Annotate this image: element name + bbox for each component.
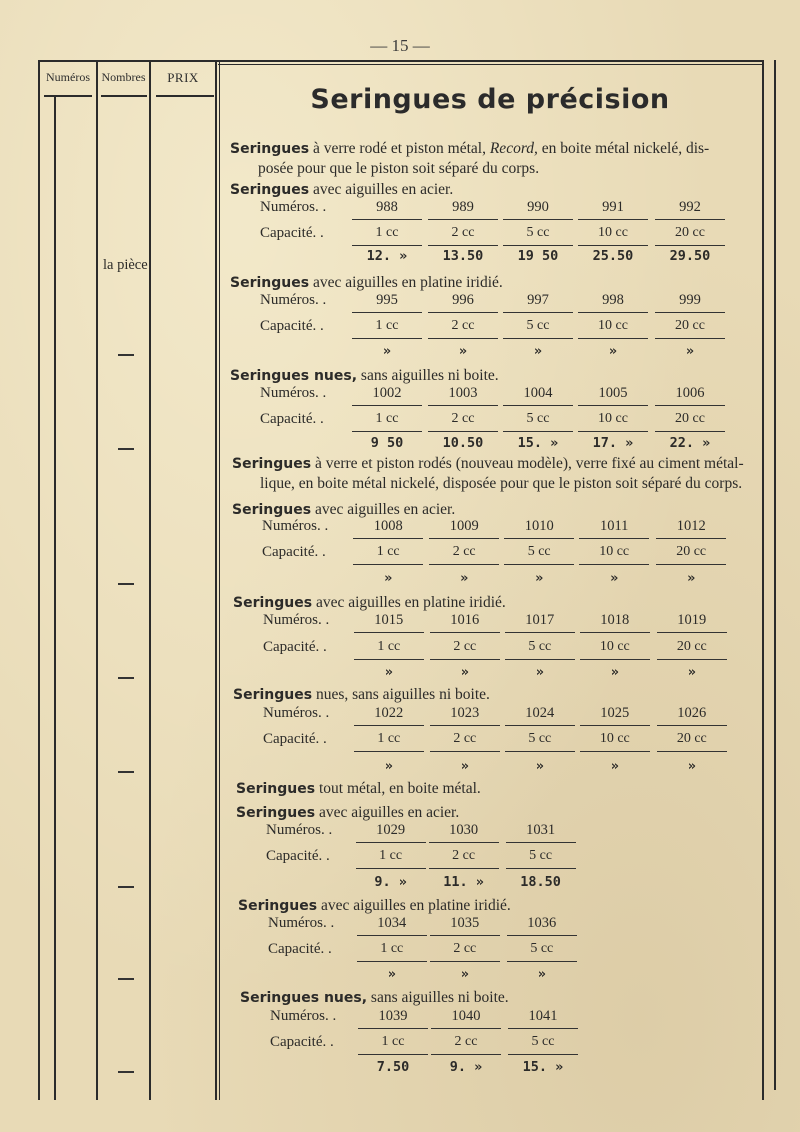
frame-col-divider-3b (219, 62, 220, 1100)
price-value: » (384, 570, 393, 586)
price-value: » (610, 664, 619, 680)
nombres-dash-mark (118, 583, 134, 585)
frame-col-divider-3 (215, 62, 217, 1100)
row-label-numeros: Numéros. . (266, 822, 333, 838)
heading-text: avec aiguilles en acier. (311, 501, 456, 518)
column-header-prix: PRIX (167, 70, 199, 85)
catalog-number: 991 (578, 197, 648, 220)
catalog-number: 1035 (430, 913, 500, 936)
catalog-number: 1019 (657, 610, 727, 633)
catalog-number: 1002 (352, 383, 422, 406)
paragraph-text: à verre et piston rodés (nouveau modèle), verre fixé au ciment métal- (311, 455, 744, 472)
row-label-numeros: Numéros. . (262, 518, 329, 534)
price-value: » (458, 343, 468, 359)
paragraph-text: tout métal, en boite métal. (315, 780, 481, 797)
paragraph-line (230, 140, 709, 158)
capacity-value: 1 cc (356, 846, 426, 869)
keyword: Seringues (233, 687, 313, 703)
paragraph-text: posée pour que le piston soit séparé du corps. (258, 160, 540, 177)
capacity-value: 1 cc (354, 637, 424, 660)
row-label-capacite: Capacité. . (260, 411, 324, 427)
catalog-number: 1004 (503, 383, 573, 406)
capacity-value: 5 cc (504, 542, 574, 565)
catalog-number: 1015 (354, 610, 424, 633)
nombres-dash-mark (118, 886, 134, 888)
catalog-number: 1003 (428, 383, 498, 406)
catalog-number: 1030 (429, 820, 499, 843)
heading-text: avec aiguilles en platine iridié. (317, 897, 511, 914)
capacity-value: 1 cc (354, 729, 424, 752)
row-label-capacite: Capacité. . (260, 318, 324, 334)
keyword: Seringues (230, 275, 310, 291)
capacity-value: 10 cc (578, 409, 648, 432)
capacity-value: 1 cc (352, 223, 422, 246)
keyword: Seringues (230, 141, 310, 157)
capacity-value: 1 cc (353, 542, 423, 565)
capacity-value: 10 cc (578, 223, 648, 246)
frame-top-rule (38, 60, 764, 62)
row-label-numeros: Numéros. . (263, 612, 330, 628)
frame-right-rule-outer (774, 60, 776, 1090)
row-label-numeros: Numéros. . (270, 1008, 337, 1024)
catalog-number: 1008 (353, 516, 423, 539)
section-heading (233, 686, 490, 704)
capacity-value: 2 cc (428, 316, 498, 339)
catalog-number: 1039 (358, 1006, 428, 1029)
catalog-number: 1011 (579, 516, 649, 539)
row-label-capacite: Capacité. . (263, 639, 327, 655)
row-label-numeros: Numéros. . (260, 292, 327, 308)
catalog-number: 997 (503, 290, 573, 313)
row-label-capacite: Capacité. . (260, 225, 324, 241)
keyword: Seringues nues, (230, 368, 358, 384)
row-label-numeros: Numéros. . (260, 385, 327, 401)
catalog-number: 1012 (656, 516, 726, 539)
section-heading (236, 804, 459, 822)
keyword: Seringues (232, 456, 312, 472)
frame-col-divider-1 (96, 62, 98, 1100)
capacity-value: 5 cc (503, 409, 573, 432)
capacity-value: 10 cc (580, 637, 650, 660)
page-number: — 15 — (370, 36, 430, 55)
heading-text: avec aiguilles en platine iridié. (312, 594, 506, 611)
capacity-value: 10 cc (580, 729, 650, 752)
capacity-value: 20 cc (656, 542, 726, 565)
paragraph-text: à verre rodé et piston métal, (309, 140, 490, 157)
price-value: 9 50 (370, 435, 404, 451)
row-label-numeros: Numéros. . (263, 705, 330, 721)
heading-text: nues, sans aiguilles ni boite. (312, 686, 490, 703)
capacity-value: 2 cc (429, 542, 499, 565)
capacity-value: 1 cc (358, 1032, 428, 1055)
catalog-number: 988 (352, 197, 422, 220)
heading-text: avec aiguilles en acier. (309, 181, 454, 198)
catalog-number: 1036 (507, 913, 577, 936)
header-rule-3 (156, 95, 214, 97)
price-value: » (460, 966, 469, 982)
paragraph-line (260, 475, 742, 493)
price-value: » (687, 664, 696, 680)
capacity-value: 5 cc (506, 846, 576, 869)
catalog-number: 999 (655, 290, 725, 313)
keyword: Seringues nues, (240, 990, 368, 1006)
price-value: » (460, 570, 469, 586)
paragraph-text: en boite métal nickelé, dis- (537, 140, 710, 157)
catalog-number: 995 (352, 290, 422, 313)
catalog-number: 1017 (505, 610, 575, 633)
nombres-dash-mark (118, 354, 134, 356)
capacity-value: 2 cc (431, 1032, 501, 1055)
price-value: » (687, 570, 696, 586)
capacity-value: 2 cc (430, 729, 500, 752)
paragraph-text: lique, en boite métal nickelé, disposée pour que le piston soit séparé du corps. (260, 475, 743, 492)
catalog-number: 992 (655, 197, 725, 220)
price-value: » (382, 343, 392, 359)
catalog-number: 989 (428, 197, 498, 220)
price-value: » (687, 758, 696, 774)
header-rule-2 (101, 95, 147, 97)
capacity-value: 2 cc (428, 409, 498, 432)
frame-top-rule-inner (218, 64, 764, 65)
row-label-numeros: Numéros. . (260, 199, 327, 215)
catalog-number: 1025 (580, 703, 650, 726)
nombres-dash-mark (118, 1071, 134, 1073)
capacity-value: 20 cc (657, 637, 727, 660)
catalog-number: 1016 (430, 610, 500, 633)
keyword: Seringues (232, 502, 312, 518)
price-value: » (537, 966, 546, 982)
keyword: Seringues (236, 781, 316, 797)
price-value: 15. » (517, 435, 559, 451)
catalog-number: 1024 (505, 703, 575, 726)
frame-right-rule (762, 60, 764, 1100)
page-title: Seringues de précision (310, 84, 670, 115)
price-value: » (384, 758, 393, 774)
capacity-value: 2 cc (428, 223, 498, 246)
capacity-value: 20 cc (655, 409, 725, 432)
column-header-numeros: Numéros (46, 70, 90, 84)
heading-text: sans aiguilles ni boite. (357, 367, 499, 384)
heading-text: avec aiguilles en platine iridié. (309, 274, 503, 291)
heading-text: avec aiguilles en acier. (315, 804, 460, 821)
price-value: » (460, 664, 469, 680)
catalog-number: 1041 (508, 1006, 578, 1029)
frame-col-divider-2 (149, 62, 151, 1100)
price-value: » (533, 343, 543, 359)
frame-left-rule-double (54, 96, 56, 1100)
section-heading (240, 989, 509, 1007)
price-value: 13.50 (442, 248, 484, 264)
nombres-dash-mark (118, 771, 134, 773)
keyword: Seringues (233, 595, 313, 611)
catalog-number: 996 (428, 290, 498, 313)
capacity-value: 2 cc (429, 846, 499, 869)
keyword: Seringues (230, 182, 310, 198)
capacity-value: 1 cc (352, 409, 422, 432)
capacity-value: 1 cc (352, 316, 422, 339)
catalog-number: 1006 (655, 383, 725, 406)
catalog-number: 1009 (429, 516, 499, 539)
price-value: 7.50 (376, 1059, 410, 1075)
catalog-number: 1040 (431, 1006, 501, 1029)
capacity-value: 10 cc (579, 542, 649, 565)
price-value: 19 50 (517, 248, 559, 264)
price-value: » (460, 758, 469, 774)
price-value: 18.50 (520, 874, 561, 890)
row-label-capacite: Capacité. . (262, 544, 326, 560)
brand-name: Record, (489, 140, 538, 157)
price-value: 17. » (592, 435, 634, 451)
heading-text: sans aiguilles ni boite. (367, 989, 509, 1006)
capacity-value: 5 cc (503, 223, 573, 246)
catalog-number: 998 (578, 290, 648, 313)
capacity-value: 2 cc (430, 637, 500, 660)
price-value: 25.50 (592, 248, 634, 264)
catalog-number: 1005 (578, 383, 648, 406)
nombres-dash-mark (118, 448, 134, 450)
keyword: Seringues (238, 898, 318, 914)
row-label-capacite: Capacité. . (263, 731, 327, 747)
catalog-number: 1034 (357, 913, 427, 936)
nombres-dash-mark (118, 978, 134, 980)
capacity-value: 1 cc (357, 939, 427, 962)
price-value: 11. » (443, 874, 484, 890)
nombres-dash-mark (118, 677, 134, 679)
capacity-value: 2 cc (430, 939, 500, 962)
price-value: 9. » (374, 874, 407, 890)
capacity-value: 10 cc (578, 316, 648, 339)
paragraph-line (258, 160, 539, 178)
capacity-value: 5 cc (505, 729, 575, 752)
unit-label-la-piece: la pièce (103, 257, 148, 273)
catalog-number: 1031 (506, 820, 576, 843)
row-label-capacite: Capacité. . (268, 941, 332, 957)
capacity-value: 5 cc (507, 939, 577, 962)
row-label-capacite: Capacité. . (266, 848, 330, 864)
paragraph-line (236, 780, 481, 798)
catalog-number: 990 (503, 197, 573, 220)
price-value: » (384, 664, 393, 680)
catalog-number: 1023 (430, 703, 500, 726)
catalog-number: 1010 (504, 516, 574, 539)
column-header-nombres: Nombres (101, 70, 146, 84)
capacity-value: 20 cc (655, 316, 725, 339)
price-value: » (535, 758, 544, 774)
price-value: » (610, 570, 619, 586)
price-value: » (535, 570, 544, 586)
price-value: 10.50 (442, 435, 484, 451)
row-label-numeros: Numéros. . (268, 915, 335, 931)
header-rule-1 (44, 95, 92, 97)
row-label-capacite: Capacité. . (270, 1034, 334, 1050)
catalog-number: 1026 (657, 703, 727, 726)
catalog-number: 1018 (580, 610, 650, 633)
paragraph-line (232, 455, 744, 473)
price-value: 9. » (449, 1059, 483, 1075)
capacity-value: 5 cc (505, 637, 575, 660)
price-value: » (608, 343, 618, 359)
capacity-value: 5 cc (508, 1032, 578, 1055)
keyword: Seringues (236, 805, 316, 821)
price-value: 29.50 (669, 248, 711, 264)
catalog-number: 1022 (354, 703, 424, 726)
capacity-value: 20 cc (655, 223, 725, 246)
price-value: 12. » (366, 248, 408, 264)
capacity-value: 5 cc (503, 316, 573, 339)
price-value: 22. » (669, 435, 711, 451)
price-value: » (535, 664, 544, 680)
price-value: » (610, 758, 619, 774)
price-value: 15. » (522, 1059, 564, 1075)
price-value: » (685, 343, 695, 359)
price-value: » (387, 966, 396, 982)
frame-left-rule (38, 60, 40, 1100)
catalog-number: 1029 (356, 820, 426, 843)
capacity-value: 20 cc (657, 729, 727, 752)
